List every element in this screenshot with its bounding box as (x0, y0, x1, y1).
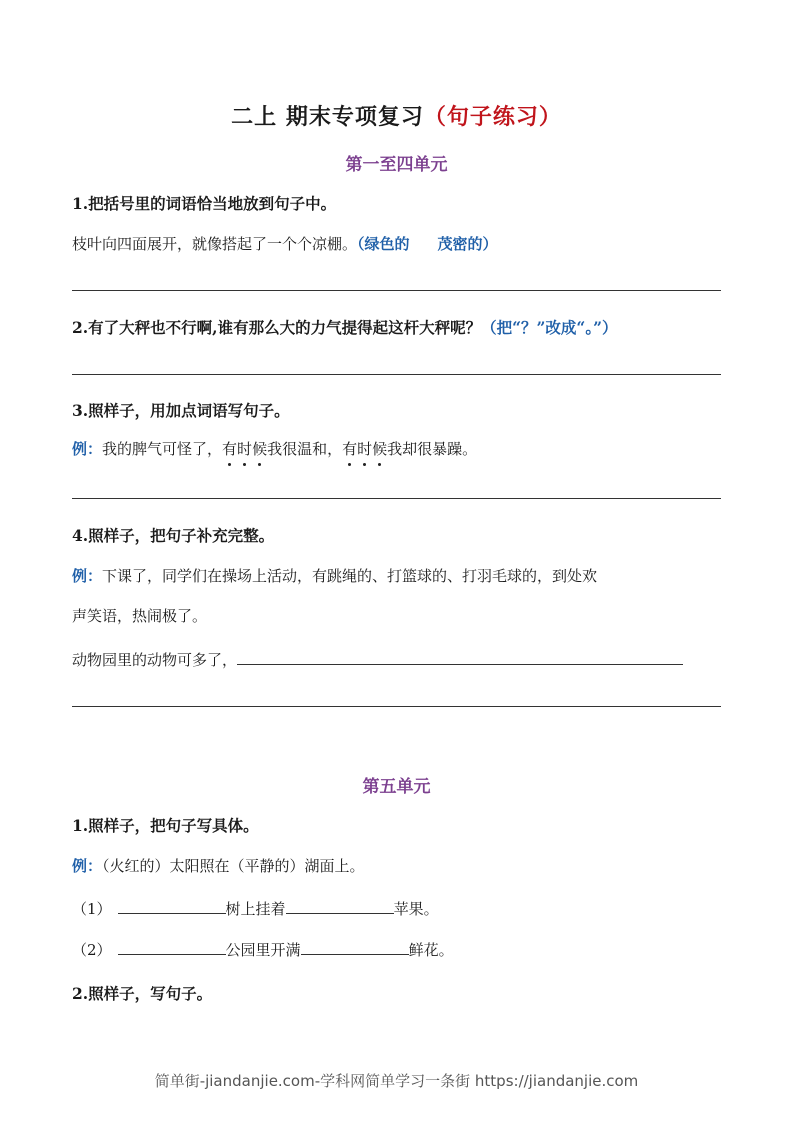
section-heading-units-1-4: 第一至四单元 (345, 155, 448, 175)
section-heading-unit-5: 第五单元 (362, 777, 431, 797)
item-2-end: 鲜花。 (408, 941, 454, 959)
title-suffix: （句子练习） (423, 104, 562, 130)
q4-example-text-1: 下课了，同学们在操场上活动，有跳绳的、打篮球的、打羽毛球的，到处欢 (102, 567, 598, 585)
question-5-item-1 (72, 897, 439, 919)
q4-prompt-text: 动物园里的动物可多了， (72, 651, 238, 669)
item-1-number: （1） (72, 900, 112, 918)
q1-option-1: （绿色的 (357, 235, 410, 253)
q3-example-part2: 我很温和， (267, 440, 343, 458)
answer-blank-item2-a[interactable] (118, 938, 226, 955)
q4-example-label: 例： (72, 567, 103, 585)
question-1-label: 1.把括号里的词语恰当地放到句子中。 (72, 194, 337, 213)
q1-option-2: 茂密的） (437, 235, 498, 253)
answer-line-q4[interactable] (72, 706, 721, 707)
q3-example-part3: 我却很暴躁。 (387, 440, 478, 458)
q5-example-text: （火红的）太阳照在（平静的）湖面上。 (102, 857, 365, 875)
answer-blank-item1-a[interactable] (118, 897, 226, 914)
page-footer: 简单街-jiandanjie.com-学科网简单学习一条街 https://jiandanjie.com (154, 1072, 639, 1090)
question-4-example-line2: 声笑语，热闹极了。 (72, 607, 208, 625)
question-2-label (72, 316, 618, 338)
item-2-number: （2） (72, 941, 112, 959)
emphasis-word-1a: 有 (222, 440, 238, 458)
answer-blank-item2-b[interactable] (301, 938, 409, 955)
q2-hint: （把“？”改成“。”） (481, 318, 618, 337)
question-4-label: 4.照样子，把句子补充完整。 (72, 526, 275, 545)
answer-line-q2[interactable] (72, 374, 721, 375)
answer-line-q3[interactable] (72, 498, 721, 499)
emphasis-word-1b: 时 (237, 440, 253, 458)
question-5-label: 1.照样子，把句子写具体。 (72, 816, 259, 835)
emphasis-word-2c: 候 (372, 440, 388, 458)
item-1-end: 苹果。 (393, 900, 439, 918)
q1-sentence-text: 枝叶向四面展开，就像搭起了一个个凉棚。 (72, 235, 358, 253)
emphasis-word-1c: 候 (252, 440, 268, 458)
question-4-prompt (72, 648, 683, 670)
answer-blank-q4[interactable] (237, 648, 683, 665)
item-1-middle: 树上挂着 (225, 900, 286, 918)
question-5-example (72, 855, 365, 876)
question-3-example (72, 438, 477, 459)
item-2-middle: 公园里开满 (225, 941, 301, 959)
emphasis-word-2a: 有 (342, 440, 358, 458)
q5-example-label: 例： (72, 857, 103, 875)
q3-example-label: 例： (72, 440, 103, 458)
emphasis-word-2b: 时 (357, 440, 373, 458)
answer-line-q1[interactable] (72, 290, 721, 291)
q2-text: 2.有了大秤也不行啊,谁有那么大的力气提得起这杆大秤呢？ (72, 318, 482, 337)
question-6-label: 2.照样子，写句子。 (72, 984, 213, 1003)
question-5-item-2 (72, 938, 454, 960)
page-title (0, 100, 793, 131)
question-3-label: 3.照样子，用加点词语写句子。 (72, 401, 290, 420)
title-main: 二上 期末专项复习 (231, 104, 424, 130)
question-1-sentence (72, 233, 498, 254)
q3-example-part1: 我的脾气可怪了， (102, 440, 223, 458)
answer-blank-item1-b[interactable] (286, 897, 394, 914)
question-4-example-line1 (72, 565, 597, 586)
